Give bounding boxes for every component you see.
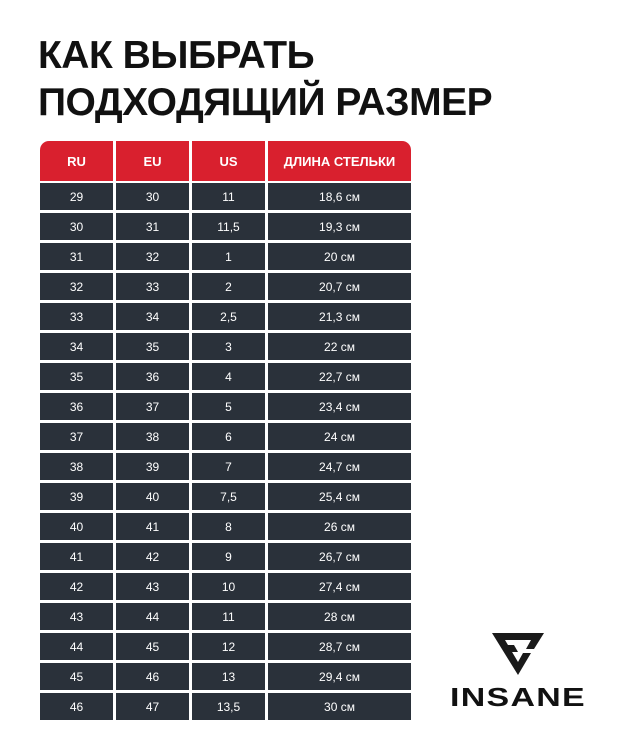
cell-ru: 38 [40,453,116,483]
table-row [40,603,411,633]
cell-insole-length: 21,3 см [268,303,411,333]
cell-insole-length: 22 см [268,333,411,363]
cell-ru: 30 [40,213,116,243]
cell-eu: 31 [116,213,192,243]
table-row [40,453,411,483]
cell-us: 2,5 [192,303,268,333]
cell-us: 10 [192,573,268,603]
cell-us: 5 [192,393,268,423]
cell-eu: 47 [116,693,192,723]
table-row [40,513,411,543]
cell-eu: 30 [116,183,192,213]
table-body [40,183,411,723]
cell-insole-length: 28 см [268,603,411,633]
cell-us: 4 [192,363,268,393]
cell-insole-length: 19,3 см [268,213,411,243]
cell-eu: 41 [116,513,192,543]
cell-eu: 37 [116,393,192,423]
cell-us: 11 [192,603,268,633]
cell-us: 8 [192,513,268,543]
table-row [40,213,411,243]
cell-eu: 45 [116,633,192,663]
cell-ru: 42 [40,573,116,603]
table-row [40,543,411,573]
cell-insole-length: 30 см [268,693,411,723]
cell-insole-length: 26,7 см [268,543,411,573]
cell-us: 9 [192,543,268,573]
cell-ru: 45 [40,663,116,693]
table-row [40,633,411,663]
table-row [40,573,411,603]
table-row [40,393,411,423]
cell-eu: 42 [116,543,192,573]
cell-ru: 34 [40,333,116,363]
cell-ru: 43 [40,603,116,633]
table-row [40,693,411,723]
cell-ru: 29 [40,183,116,213]
cell-us: 11,5 [192,213,268,243]
cell-eu: 43 [116,573,192,603]
cell-us: 3 [192,333,268,363]
table-row [40,663,411,693]
cell-eu: 40 [116,483,192,513]
cell-insole-length: 20 см [268,243,411,273]
cell-us: 12 [192,633,268,663]
cell-eu: 33 [116,273,192,303]
table-row [40,303,411,333]
insane-wordmark [448,683,588,711]
header-us: US [192,141,268,183]
cell-ru: 46 [40,693,116,723]
cell-ru: 41 [40,543,116,573]
cell-insole-length: 27,4 см [268,573,411,603]
table-row [40,243,411,273]
page-title [38,32,492,126]
header-insole-length: ДЛИНА СТЕЛЬКИ [268,141,411,183]
cell-us: 7,5 [192,483,268,513]
cell-insole-length: 28,7 см [268,633,411,663]
table-row [40,333,411,363]
cell-insole-length: 23,4 см [268,393,411,423]
cell-ru: 37 [40,423,116,453]
table-row [40,273,411,303]
cell-insole-length: 24 см [268,423,411,453]
cell-eu: 44 [116,603,192,633]
cell-us: 2 [192,273,268,303]
size-chart-table [40,141,411,723]
logo-text: INSANE [450,683,586,711]
cell-insole-length: 18,6 см [268,183,411,213]
table-row [40,183,411,213]
cell-us: 13 [192,663,268,693]
cell-eu: 32 [116,243,192,273]
page-title-line-2: ПОДХОДЯЩИЙ РАЗМЕР [38,81,493,124]
cell-eu: 35 [116,333,192,363]
cell-ru: 31 [40,243,116,273]
cell-insole-length: 20,7 см [268,273,411,303]
cell-ru: 39 [40,483,116,513]
cell-us: 6 [192,423,268,453]
insane-shield-logo-icon [490,631,546,677]
cell-eu: 38 [116,423,192,453]
cell-eu: 46 [116,663,192,693]
cell-eu: 36 [116,363,192,393]
cell-ru: 40 [40,513,116,543]
cell-eu: 39 [116,453,192,483]
brand-logo [448,631,588,717]
cell-insole-length: 25,4 см [268,483,411,513]
header-eu: EU [116,141,192,183]
cell-us: 13,5 [192,693,268,723]
cell-us: 11 [192,183,268,213]
cell-insole-length: 22,7 см [268,363,411,393]
table-header-row [40,141,411,183]
cell-ru: 44 [40,633,116,663]
cell-ru: 32 [40,273,116,303]
page-title-line-1: КАК ВЫБРАТЬ [38,34,315,77]
cell-ru: 36 [40,393,116,423]
table-row [40,483,411,513]
cell-insole-length: 26 см [268,513,411,543]
cell-eu: 34 [116,303,192,333]
cell-us: 1 [192,243,268,273]
cell-insole-length: 24,7 см [268,453,411,483]
cell-ru: 33 [40,303,116,333]
cell-insole-length: 29,4 см [268,663,411,693]
table-row [40,423,411,453]
cell-us: 7 [192,453,268,483]
cell-ru: 35 [40,363,116,393]
table-row [40,363,411,393]
header-ru: RU [40,141,116,183]
